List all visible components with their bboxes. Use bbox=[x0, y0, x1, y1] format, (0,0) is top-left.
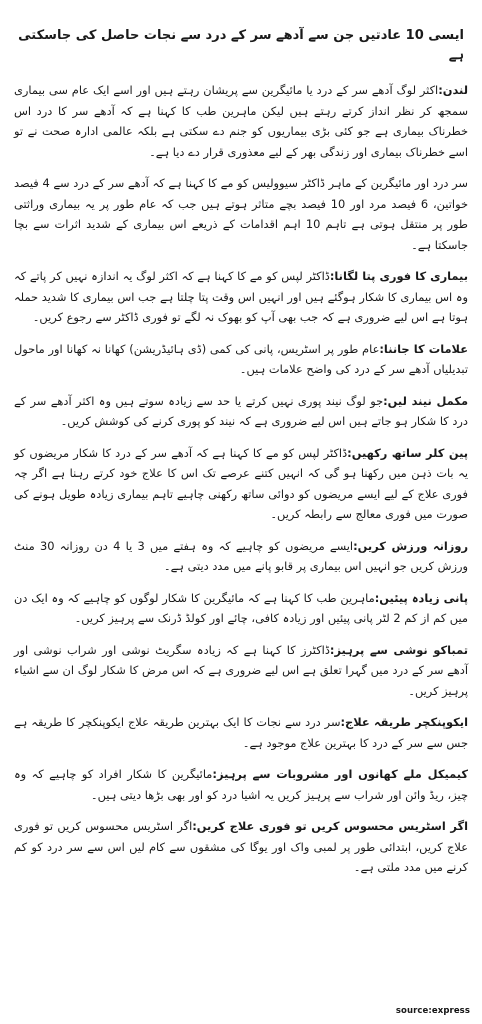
paragraph-text: ڈاکٹرز کا کہنا ہے کہ زیادہ سگریٹ نوشی اور شراب نوشی اور آدھے سر کے درد میں گہرا تعلق ہے اس لیے ضروری ہے کہ اس مرض کا شکار لوگ ان سے اشیاء پرہیز کریں۔ bbox=[14, 642, 468, 698]
article-paragraph bbox=[14, 266, 468, 328]
article-title: ایسی 10 عادتیں جن سے آدھے سر کے درد سے نجات حاصل کی جاسکتی ہے bbox=[18, 28, 464, 63]
article-paragraph bbox=[14, 443, 468, 525]
paragraph-text: جو لوگ نیند پوری نہیں کرتے یا حد سے زیادہ سوتے ہیں وہ اکثر آدھے سر کے درد کا شکار ہو جاتے ہیں اس لیے ضروری ہے کہ نیند کو پوری کرنے کی کوشش کریں۔ bbox=[14, 393, 468, 428]
paragraph-text: اکثر لوگ آدھے سر کے درد یا مائیگرین سے پریشان رہتے ہیں اور اسے ایک عام سی بیماری سمجھ کر نظر انداز کرتے رہتے ہیں لیکن ماہرین طب کا کہنا ہے کہ آدھے سر کا درد اس خطرناک بیماری ہے جو کئی بڑی بیماریوں کو جنم دے سکتی ہے بلکہ عالمی ادارہ صحت نے تو اسے خطرناک بیماری اور زندگی بھر کے لیے معذوری قرار دے دیا ہے۔ bbox=[14, 83, 468, 159]
article-paragraph bbox=[14, 339, 468, 380]
article-paragraph bbox=[14, 640, 468, 702]
paragraph-text: ڈاکٹر لپس کو مے کا کہنا ہے کہ آدھے سر کے درد کا شکار مریضوں کو یہ بات ذہن میں رکھنا ہو گی کہ انہیں کتنے عرصے تک اس کا علاج خود کرتے رہنا ہے اگر چہ فوری علاج کے لیے ایسے مریضوں کو دوائی ساتھ رکھنی چاہیے تاہم بیماری زیادہ طویل ہونے کی صورت میں فوری معالج سے رابطہ کریں۔ bbox=[14, 445, 468, 521]
paragraph-heading: بیماری کا فوری پتا لگانا: bbox=[329, 269, 468, 283]
source-label: source: bbox=[395, 1006, 432, 1016]
paragraph-text: ڈاکٹر لپس کو مے کا کہنا ہے کہ اکثر لوگ یہ اندازہ نہیں کر پاتے کہ وہ اس بیماری کا شکار ہوگئے ہیں اور انہیں اس وقت پتا چلتا ہے جب اس بیماری کا شدید حملہ ہوتا ہے اس لیے ضروری ہے کہ جب بھی آپ کو بھوک نہ لگے تو فوری ڈاکٹر سے رجوع کریں۔ bbox=[14, 269, 468, 324]
paragraph-heading: ایکوپنکچر طریقہ علاج: bbox=[340, 715, 468, 729]
article-paragraph bbox=[14, 588, 468, 629]
paragraph-heading: مکمل نیند لیں: bbox=[383, 393, 468, 408]
paragraph-heading: پانی زیادہ پیئیں: bbox=[374, 590, 468, 605]
paragraph-text: عام طور پر اسٹریس، پانی کی کمی (ڈی ہائیڈریشن) کھانا نہ کھانا اور ماحول تبدیلیاں آدھے سر کے درد کی واضح علامات ہیں۔ bbox=[14, 341, 468, 376]
paragraph-heading: کیمیکل ملے کھانوں اور مشروبات سے پرہیز: bbox=[212, 767, 468, 781]
article-paragraph bbox=[14, 536, 468, 577]
article-paragraph bbox=[14, 764, 468, 805]
paragraph-heading: تمباکو نوشی سے پرہیز: bbox=[329, 642, 468, 657]
source-brand: express bbox=[431, 1006, 470, 1016]
article-paragraph bbox=[14, 80, 468, 162]
paragraph-text: مائیگرین کا شکار افراد کو چاہیے کہ وہ چیز، ریڈ وائن اور شراب سے پرہیز کریں یہ اشیا درد کو اور بھی بڑھا دیتی ہیں۔ bbox=[14, 767, 468, 802]
article-paragraph bbox=[14, 712, 468, 753]
paragraph-text: ایسے مریضوں کو چاہیے کہ وہ ہفتے میں 3 یا 4 دن روزانہ 30 منٹ ورزش کریں جو انہیں اس بیماری پر قابو پانے میں مدد دیتی ہے۔ bbox=[14, 538, 468, 573]
paragraph-text: سر درد سے نجات کا ایک بہترین طریقہ علاج ایکوپنکچر کا طریقہ ہے جس سے سر کے درد کا بہترین علاج موجود ہے۔ bbox=[14, 715, 468, 750]
article-paragraph bbox=[14, 173, 468, 255]
paragraph-text: سر درد اور مائیگرین کے ماہر ڈاکٹر سیوولیس کو مے کا کہنا ہے کہ آدھے سر کے درد سے 4 فیصد خواتین، 6 فیصد مرد اور 10 فیصد بچے متاثر ہوتے ہیں جب کہ عام طور پر یہ بیماری وراثتی طور پر منتقل ہوتی ہے تاہم 10 اہم اقدامات کے ذریعے اس بیماری کے شدید اثرات سے بچا جاسکتا ہے۔ bbox=[14, 176, 468, 252]
paragraph-heading: روزانہ ورزش کریں: bbox=[353, 538, 469, 553]
source-credit bbox=[396, 1006, 470, 1016]
paragraph-heading: علامات کا جاننا: bbox=[379, 341, 468, 356]
article-body bbox=[14, 80, 468, 878]
article-paragraph bbox=[14, 391, 468, 432]
paragraph-text: اگر اسٹریس محسوس کریں تو فوری علاج کریں، ابتدائی طور پر لمبی واک اور یوگا کی مشقوں سے کام لیں اس سے سر درد کو کم کرنے میں مدد ملتی ہے۔ bbox=[14, 819, 468, 874]
paragraph-heading: اگر اسٹریس محسوس کریں تو فوری علاج کریں: bbox=[192, 819, 468, 833]
paragraph-heading: لندن: bbox=[438, 83, 468, 97]
paragraph-heading: پین کلر ساتھ رکھیں: bbox=[347, 445, 468, 460]
paragraph-text: ماہرین طب کا کہنا ہے کہ مائیگرین کا شکار لوگوں کو چاہیے کہ وہ ایک دن میں کم از کم 2 لٹر پانی پیئیں اور زیادہ کافی، چائے اور کولڈ ڈرنک سے پرہیز کریں۔ bbox=[14, 590, 468, 625]
article-paragraph bbox=[14, 816, 468, 878]
